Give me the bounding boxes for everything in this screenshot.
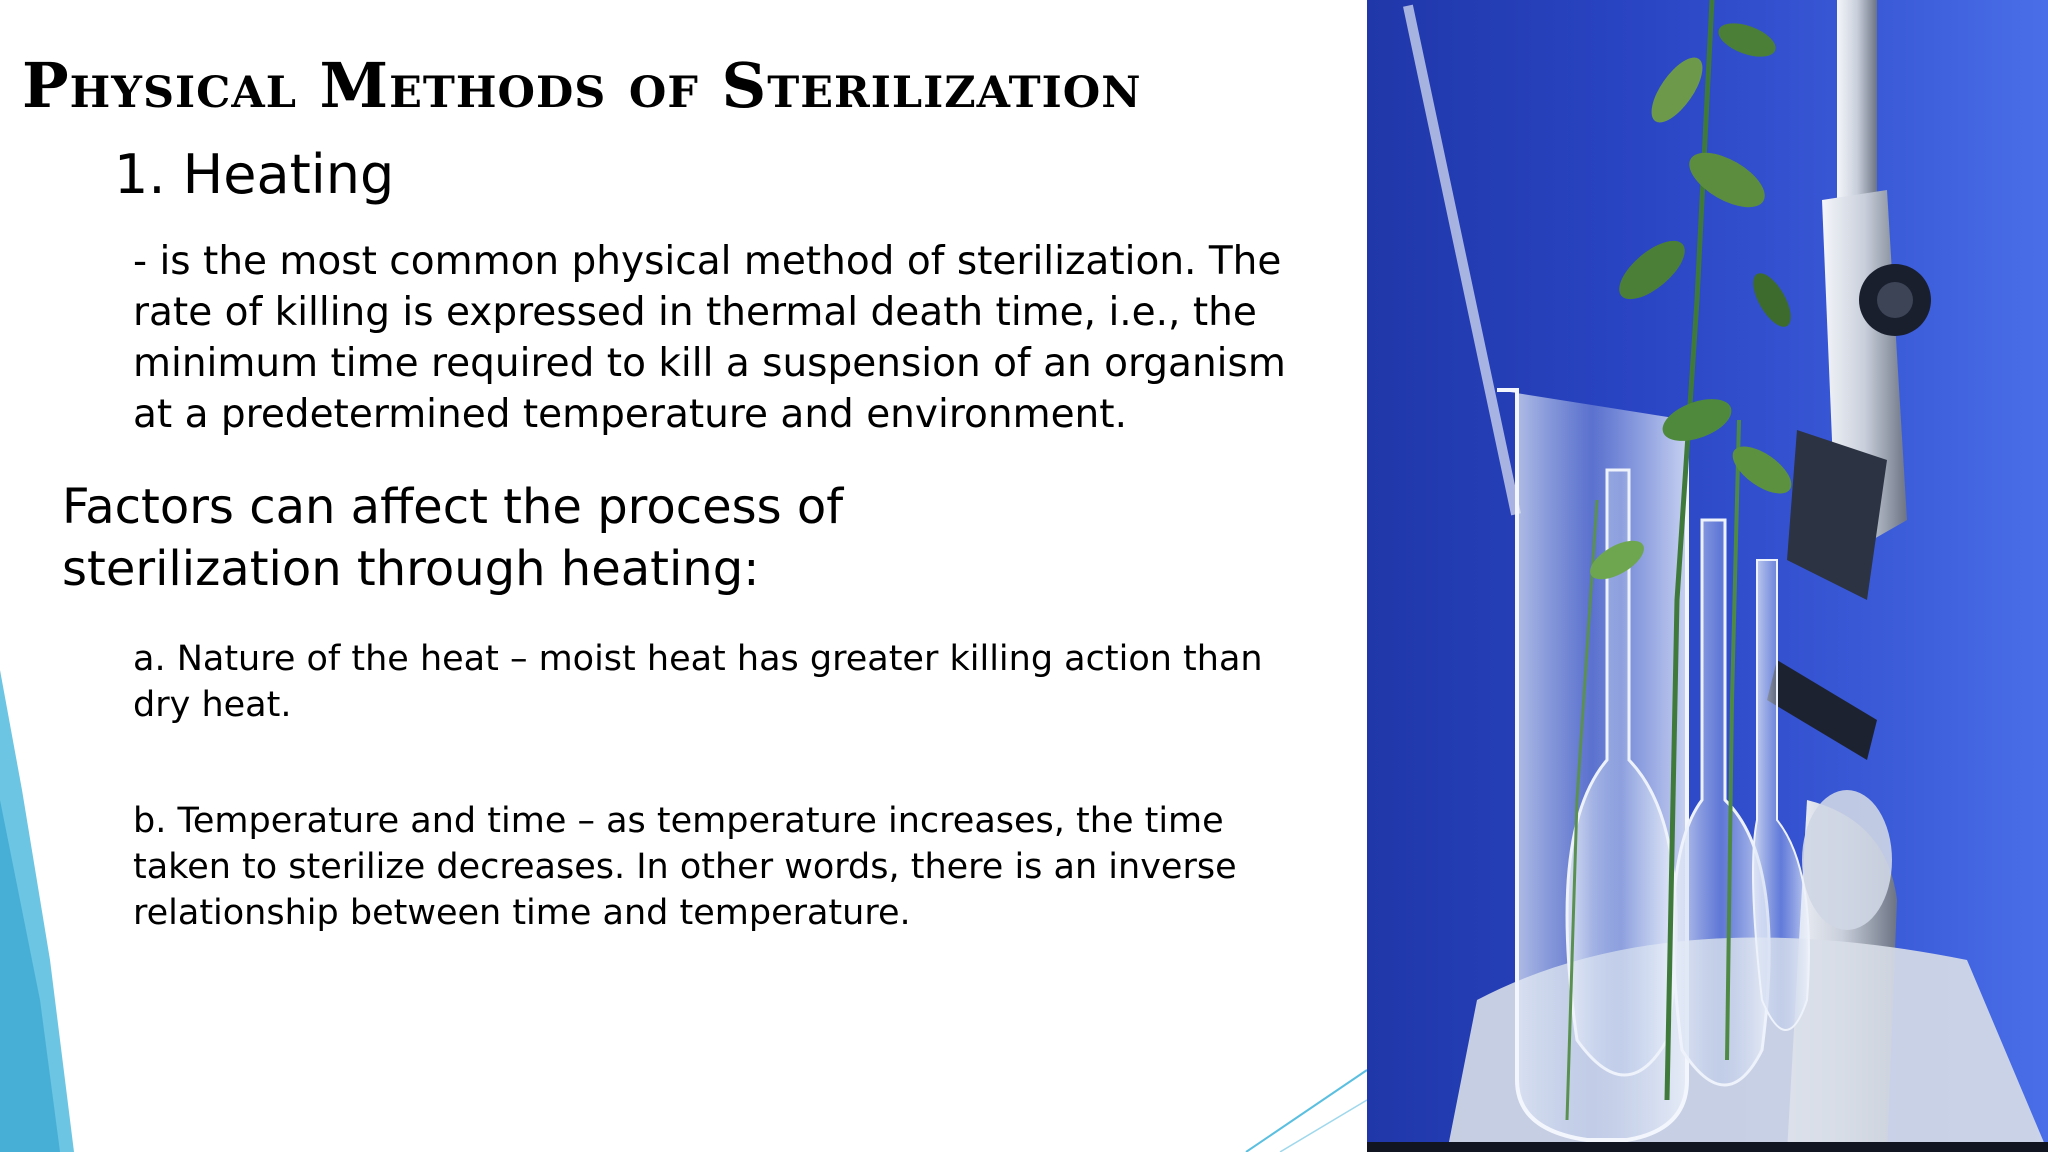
factor-item-nature-of-heat: a. Nature of the heat – moist heat has greater killing action than dry heat.: [133, 639, 1263, 725]
slide-title: Physical Methods of Sterilization: [22, 49, 1142, 122]
definition-text: - is the most common physical method of sterilization. The rate of killing is expressed in thermal death time, i.e., the minimum time required to kill a suspension of an organism at a predetermined temperature and environment.: [133, 239, 1286, 437]
factor-item-temperature-and-time: b. Temperature and time – as temperature increases, the time taken to sterilize decreases. In other words, there is an inverse relationship between time and temperature.: [133, 801, 1237, 933]
section-heading: 1. Heating: [114, 143, 395, 206]
lab-glassware-photo: [1367, 0, 2048, 1152]
factors-heading: Factors can affect the process of sterilization through heating:: [62, 479, 844, 597]
